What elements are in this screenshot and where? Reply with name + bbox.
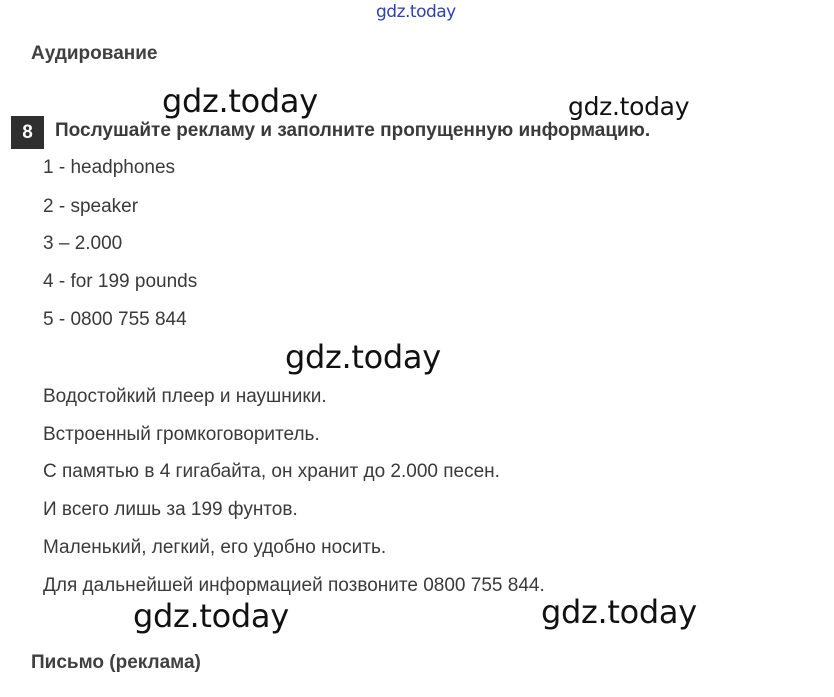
translation-line: Маленький, легкий, его удобно носить. [43,537,387,558]
top-watermark: gdz.today [376,2,456,22]
task-instruction: Послушайте рекламу и заполните пропущенную информацию. [55,120,651,141]
translation-line: С памятью в 4 гигабайта, он хранит до 2.000 песен. [43,461,500,482]
translation-line: Для дальнейшей информацией позвоните 0800 755 844. [43,575,545,596]
translation-line: Водостойкий плеер и наушники. [43,386,327,407]
watermark: gdz.today [285,338,441,376]
section-title: Аудирование [31,43,158,64]
task-number-badge: 8 [11,116,44,149]
watermark: gdz.today [133,597,289,635]
watermark: gdz.today [568,92,690,121]
translation-line: Встроенный громкоговоритель. [43,424,320,445]
answer-item: 5 - 0800 755 844 [43,309,187,330]
answer-item: 1 - headphones [43,157,176,178]
watermark: gdz.today [541,593,697,631]
next-section-title: Письмо (реклама) [31,652,201,673]
answer-item: 3 – 2.000 [43,233,123,254]
answer-item: 4 - for 199 pounds [43,271,198,292]
watermark: gdz.today [162,82,318,120]
answer-item: 2 - speaker [43,196,139,217]
translation-line: И всего лишь за 199 фунтов. [43,499,298,520]
